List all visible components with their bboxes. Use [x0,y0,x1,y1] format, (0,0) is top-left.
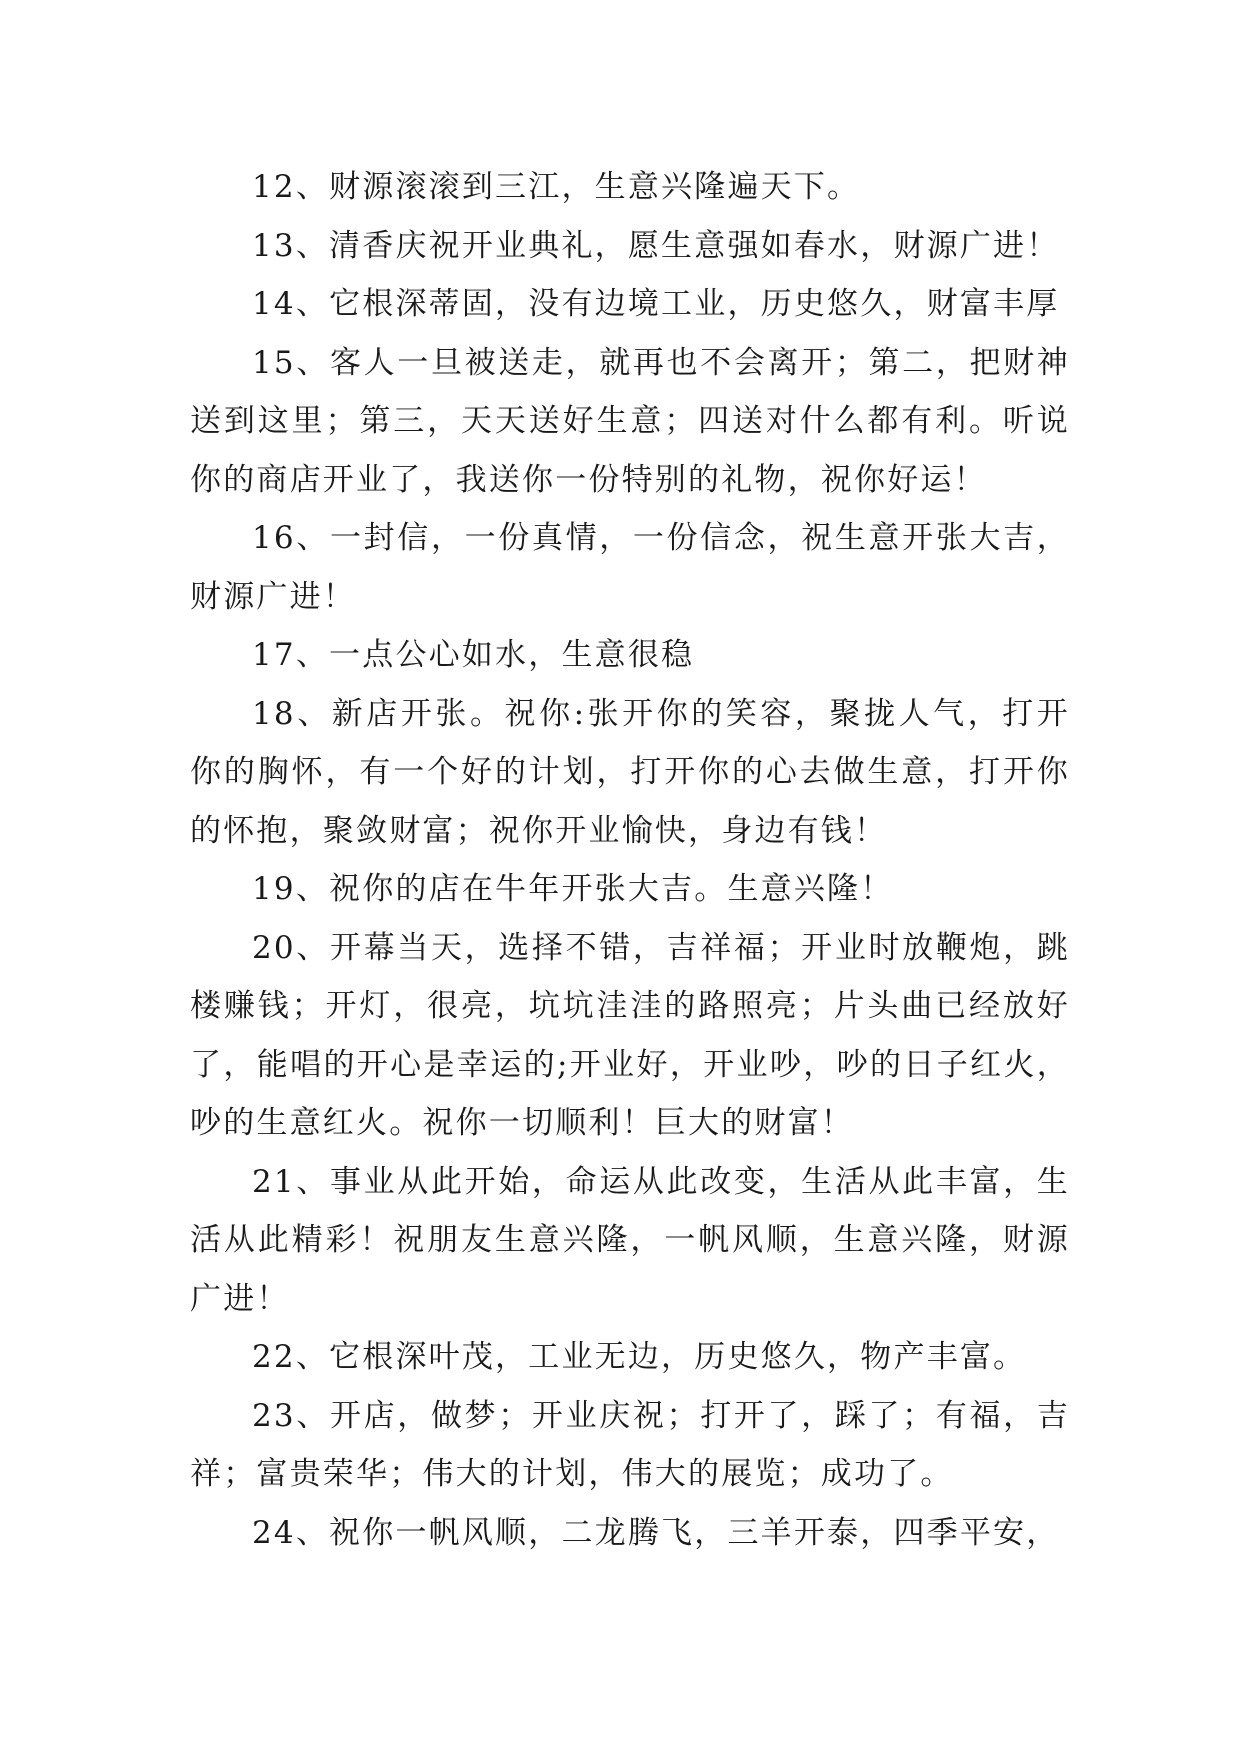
paragraph-24: 24、祝你一帆风顺，二龙腾飞，三羊开泰，四季平安， [252,1514,1060,1551]
paragraph-20: 20、开幕当天，选择不错，吉祥福；开业时放鞭炮，跳楼赚钱；开灯，很亮，坑坑洼洼的路照亮；片头曲已经放好了，能唱的开心是幸运的;开业好，开业吵，吵的日子红火，吵的生意红火。祝你一切顺利！巨大的财富！ [190,929,1070,1141]
paragraph-12: 12、财源滚滚到三江，生意兴隆遍天下。 [252,169,861,205]
paragraph-18: 18、新店开张。祝你:张开你的笑容，聚拢人气，打开你的胸怀，有一个好的计划，打开你的心去做生意，打开你的怀抱，聚敛财富；祝你开业愉快，身边有钱！ [190,695,1070,849]
paragraph-15: 15、客人一旦被送走，就再也不会离开；第二，把财神送到这里；第三，天天送好生意；四送对什么都有利。听说你的商店开业了，我送你一份特别的礼物，祝你好运！ [190,344,1070,498]
paragraph-16: 16、一封信，一份真情，一份信念，祝生意开张大吉，财源广进！ [190,520,1070,615]
paragraph-23: 23、开店，做梦；开业庆祝；打开了，踩了；有福，吉祥；富贵荣华；伟大的计划，伟大的展览；成功了。 [190,1397,1070,1492]
paragraph-21: 21、事业从此开始，命运从此改变，生活从此丰富，生活从此精彩！祝朋友生意兴隆，一帆风顺，生意兴隆，财源广进！ [190,1163,1070,1317]
document-body [190,158,1070,1562]
paragraph-17: 17、一点公心如水，生意很稳 [252,637,695,673]
paragraph-13: 13、清香庆祝开业典礼，愿生意强如春水，财源广进！ [252,227,1060,264]
paragraph-19: 19、祝你的店在牛年开张大吉。生意兴隆！ [252,871,894,907]
paragraph-14: 14、它根深蒂固，没有边境工业，历史悠久，财富丰厚 [252,286,1060,322]
paragraph-22: 22、它根深叶茂，工业无边，历史悠久，物产丰富。 [252,1339,1027,1375]
